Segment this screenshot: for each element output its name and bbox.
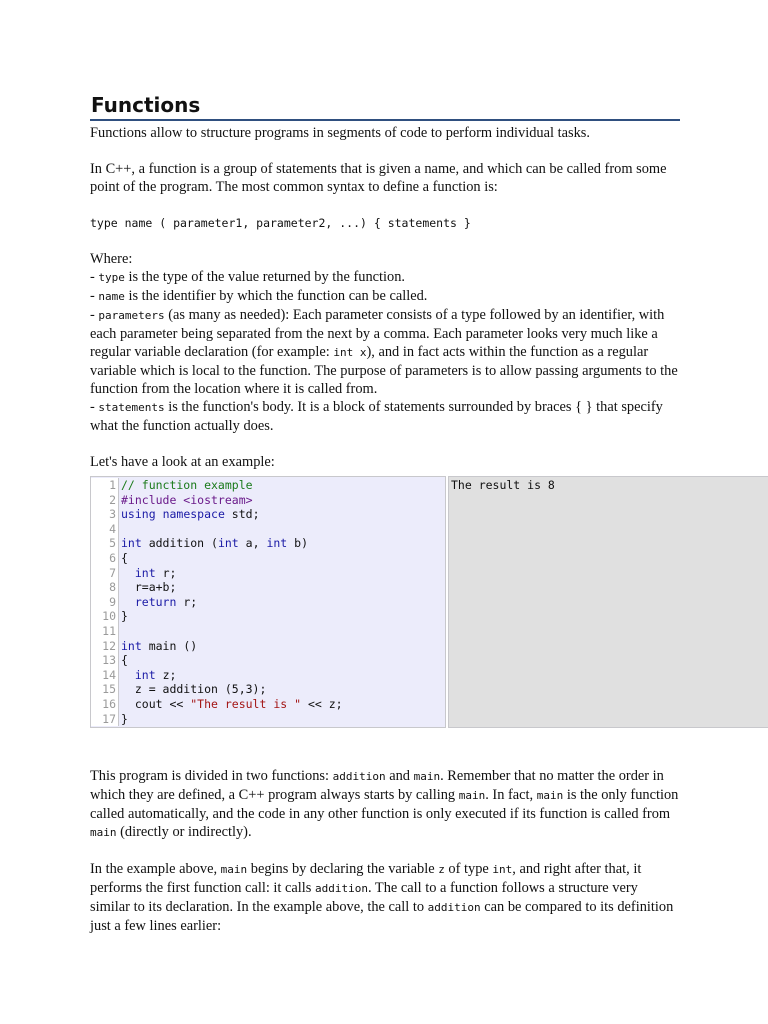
line-number: 11 (91, 624, 119, 639)
where-heading: Where: (90, 251, 133, 267)
line-number: 8 (91, 580, 119, 595)
code-line (91, 639, 445, 654)
inline-code: addition (427, 901, 481, 914)
line-number: 17 (91, 712, 119, 727)
code-token (121, 595, 135, 609)
line-number: 2 (91, 493, 119, 508)
code-listing[interactable] (90, 476, 446, 728)
code-line (91, 712, 445, 727)
inline-code: int (492, 863, 513, 876)
code-text (119, 522, 121, 537)
code-token: main () (141, 638, 198, 653)
code-token: r; (176, 594, 198, 609)
example-intro: Let's have a look at an example: (90, 454, 275, 470)
code-line (91, 697, 445, 712)
text-run: . The call to a function follows a structure very similar to its declaration. In the example above, the call to (90, 880, 638, 915)
code-text (119, 682, 266, 697)
code-text (119, 653, 128, 668)
text-run: This program is divided in two functions: (90, 768, 333, 784)
code-text (119, 624, 121, 639)
code-text (119, 536, 308, 551)
code-token: int (266, 536, 288, 551)
definition-paragraph: In C++, a function is a group of statements that is given a name, and which can be called from some point of the program. The most common syntax to define a function is: (90, 161, 667, 195)
inline-code: main (220, 863, 248, 876)
code-line (91, 624, 445, 639)
article (90, 92, 680, 471)
where-item-parameters (90, 306, 680, 398)
program-output: The result is 8 (448, 476, 768, 728)
code-line (91, 653, 445, 668)
where-item-name (90, 287, 680, 306)
code-token: { (121, 550, 128, 565)
text-run: , and right after that, it performs the first function call: it calls (90, 861, 642, 896)
inline-code: int x (333, 346, 367, 359)
line-number: 1 (91, 478, 119, 493)
code-token: std; (224, 507, 260, 522)
code-text (119, 712, 128, 727)
code-token: int (134, 565, 156, 580)
code-token: b) (287, 536, 308, 551)
code-token: using (121, 507, 156, 522)
item-prefix: - (90, 307, 99, 323)
code-line (91, 682, 445, 697)
example-paragraph (90, 860, 680, 935)
code-token: z = addition (5,3); (121, 682, 267, 697)
code-token: } (121, 609, 128, 624)
code-token: int (217, 536, 239, 551)
syntax-line: type name ( parameter1, parameter2, ...) { statements } (90, 216, 471, 230)
inline-code: main (458, 789, 486, 802)
line-number: 3 (91, 507, 119, 522)
line-number: 13 (91, 653, 119, 668)
page-title: Functions (90, 92, 680, 121)
code-text (119, 697, 343, 712)
line-number: 14 (91, 668, 119, 683)
code-token: z; (155, 667, 177, 682)
text-run: . In fact, (485, 787, 537, 803)
code-token (121, 566, 135, 580)
code-text (119, 609, 128, 624)
code-line (91, 507, 445, 522)
code-line (91, 478, 445, 493)
code-token: addition ( (141, 536, 218, 551)
line-number: 9 (91, 595, 119, 610)
code-text (119, 507, 260, 522)
code-text (119, 668, 176, 683)
text-run: . Remember that no matter the order in which they are defined, a C++ program always starts by calling (90, 768, 664, 803)
item-text: (as many as needed): Each parameter consists of a type followed by an identifier, with each parameter being separated from the next by a comma. Each parameter looks very much like a regular variable declaration (for example: (90, 307, 665, 360)
item-text: is the type of the value returned by the function. (124, 269, 406, 285)
text-run: begins by declaring the variable (247, 861, 439, 877)
code-token (121, 668, 135, 682)
item-prefix: - (90, 399, 99, 415)
inline-code: z (438, 863, 445, 876)
text-run: can be compared to its definition just a few lines earlier: (90, 899, 674, 934)
code-token: namespace (162, 507, 225, 522)
article-continued (90, 767, 680, 935)
text-run: In the example above, (90, 861, 221, 877)
code-line (91, 536, 445, 551)
code-text (119, 551, 128, 566)
code-line (91, 609, 445, 624)
code-token: int (121, 536, 142, 551)
line-number: 6 (91, 551, 119, 566)
text-run: (directly or indirectly). (116, 824, 252, 840)
code-token: int (121, 638, 142, 653)
code-token: r; (155, 565, 177, 580)
code-line (91, 522, 445, 537)
code-token: #include <iostream> (121, 492, 253, 507)
inline-code: type (98, 271, 125, 284)
item-text: is the function's body. It is a block of statements surrounded by braces { } that specify what the function actually does. (90, 399, 663, 434)
text-run: of type (444, 861, 493, 877)
line-number: 15 (91, 682, 119, 697)
code-token: a, (238, 536, 267, 551)
inline-code: name (98, 290, 125, 303)
code-line (91, 668, 445, 683)
code-lines (91, 477, 445, 726)
code-line (91, 493, 445, 508)
code-token: r=a+b; (121, 580, 177, 595)
where-item-statements (90, 398, 680, 435)
inline-code: main (413, 770, 441, 783)
item-prefix: - (90, 269, 99, 285)
code-line (91, 580, 445, 595)
code-line (91, 595, 445, 610)
code-token: { (121, 653, 128, 668)
item-text: ), and in fact acts within the function as a regular variable which is local to the function. The purpose of parameters is to allow passing arguments to the function from the location where it is called from. (90, 344, 678, 397)
line-number: 7 (91, 566, 119, 581)
code-token: cout << (121, 696, 191, 711)
code-token: } (121, 711, 128, 726)
line-number: 12 (91, 639, 119, 654)
code-token: "The result is " (190, 696, 302, 711)
item-text: is the identifier by which the function can be called. (124, 288, 428, 304)
code-text (119, 595, 197, 610)
code-token: << z; (301, 696, 343, 711)
inline-code: addition (332, 770, 386, 783)
code-text (119, 478, 253, 493)
inline-code: main (536, 789, 564, 802)
inline-code: parameters (98, 309, 165, 322)
text-run: and (385, 768, 414, 784)
where-item-type (90, 268, 680, 287)
line-number: 16 (91, 697, 119, 712)
text-run: is the only function called automatically, and the code in any other function is only executed if its function is called from (90, 787, 679, 822)
code-text (119, 493, 253, 508)
line-number: 5 (91, 536, 119, 551)
divided-paragraph (90, 767, 680, 842)
code-text (119, 580, 176, 595)
code-token: return (134, 594, 177, 609)
line-number: 10 (91, 609, 119, 624)
inline-code: statements (98, 401, 165, 414)
inline-code: addition (315, 882, 368, 895)
code-token: int (134, 667, 156, 682)
code-example (90, 476, 768, 728)
line-number: 4 (91, 522, 119, 537)
inline-code: main (90, 826, 117, 839)
code-line (91, 551, 445, 566)
code-text (119, 566, 176, 581)
where-section (90, 250, 680, 435)
code-token: // function example (121, 478, 253, 492)
intro-paragraph: Functions allow to structure programs in segments of code to perform individual tasks. (90, 125, 590, 141)
code-line (91, 566, 445, 581)
item-prefix: - (90, 288, 99, 304)
code-text (119, 639, 197, 654)
code-token (156, 507, 163, 521)
